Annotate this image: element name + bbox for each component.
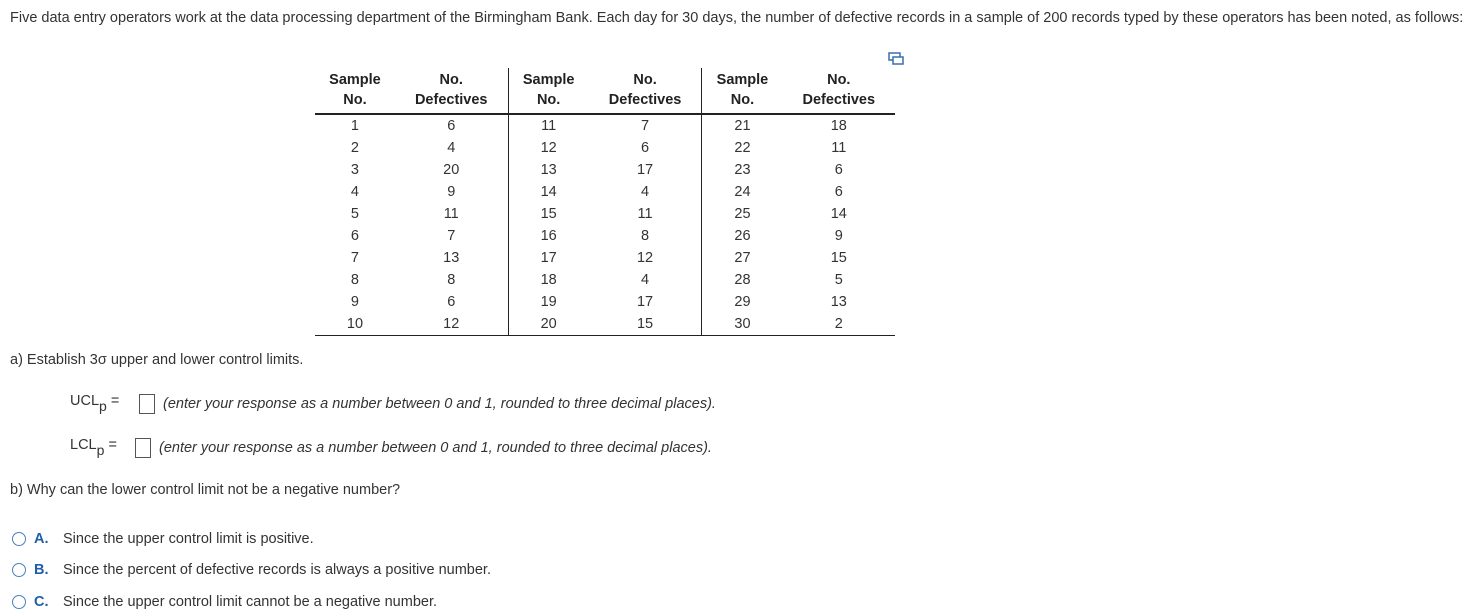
header-defectives-2: No. Defectives bbox=[608, 72, 682, 108]
cell-sample-no: 17 bbox=[508, 247, 589, 269]
problem-intro: Five data entry operators work at the data processing department of the Birmingham Bank. Each day for 30 days, the number of defective records in a sample of 200 records typed by these operators has been noted, as follows: bbox=[10, 10, 1463, 26]
option-c[interactable] bbox=[12, 594, 437, 610]
cell-sample-no: 23 bbox=[702, 159, 783, 181]
header-sample-no-2: Sample No. bbox=[508, 68, 589, 114]
cell-defectives: 17 bbox=[636, 294, 654, 310]
cell-defectives: 13 bbox=[830, 294, 847, 310]
cell-defectives: 9 bbox=[834, 228, 843, 244]
cell-defectives: 6 bbox=[447, 118, 456, 134]
option-a-radio[interactable] bbox=[12, 532, 26, 546]
lcl-hint: (enter your response as a number between 0 and 1, rounded to three decimal places). bbox=[159, 439, 712, 456]
cell-sample-no: 9 bbox=[350, 294, 359, 310]
cell-sample-no: 14 bbox=[508, 181, 589, 203]
cell-sample-no: 15 bbox=[508, 203, 589, 225]
cell-defectives: 11 bbox=[831, 140, 847, 156]
cell-sample-no: 26 bbox=[702, 225, 783, 247]
cell-defectives: 11 bbox=[637, 206, 653, 222]
cell-defectives: 11 bbox=[443, 206, 459, 222]
cell-sample-no: 22 bbox=[702, 137, 783, 159]
cell-defectives: 7 bbox=[447, 228, 456, 244]
table-row bbox=[315, 181, 895, 203]
cell-sample-no: 24 bbox=[702, 181, 783, 203]
cell-defectives: 18 bbox=[830, 118, 847, 134]
cell-sample-no: 20 bbox=[508, 313, 589, 336]
cell-defectives: 12 bbox=[443, 316, 460, 332]
cell-sample-no: 16 bbox=[508, 225, 589, 247]
cell-defectives: 14 bbox=[830, 206, 847, 222]
cell-sample-no: 8 bbox=[350, 272, 359, 288]
cell-sample-no: 2 bbox=[350, 140, 359, 156]
cell-sample-no: 19 bbox=[508, 291, 589, 313]
cell-defectives: 2 bbox=[834, 316, 843, 332]
cell-sample-no: 5 bbox=[350, 206, 359, 222]
cell-defectives: 5 bbox=[834, 272, 843, 288]
header-defectives-1: No. Defectives bbox=[414, 72, 488, 108]
header-defectives-3: No. Defectives bbox=[802, 72, 876, 108]
table-row bbox=[315, 159, 895, 181]
cell-sample-no: 18 bbox=[508, 269, 589, 291]
cell-defectives: 6 bbox=[641, 140, 650, 156]
cell-defectives: 8 bbox=[641, 228, 650, 244]
lcl-label: $LCL_p$ = bbox=[70, 437, 117, 458]
part-b-question: b) Why can the lower control limit not be a negative number? bbox=[10, 482, 401, 498]
table-row bbox=[315, 225, 895, 247]
table-row bbox=[315, 203, 895, 225]
option-c-radio[interactable] bbox=[12, 595, 26, 609]
cell-defectives: 4 bbox=[641, 272, 650, 288]
ucl-row bbox=[70, 393, 716, 414]
cell-sample-no: 10 bbox=[346, 316, 364, 332]
header-sample-no-3: Sample No. bbox=[702, 68, 783, 114]
ucl-label: $UCL_p$ = bbox=[70, 393, 120, 414]
cell-defectives: 6 bbox=[447, 294, 456, 310]
ucl-input[interactable] bbox=[139, 394, 155, 414]
option-a[interactable] bbox=[12, 531, 314, 547]
cell-sample-no: 29 bbox=[702, 291, 783, 313]
cell-defectives: 9 bbox=[447, 184, 456, 200]
table-row bbox=[315, 291, 895, 313]
lcl-input[interactable] bbox=[135, 438, 151, 458]
cell-sample-no: 1 bbox=[350, 118, 359, 134]
lcl-row bbox=[70, 437, 712, 458]
cell-sample-no: 3 bbox=[350, 162, 359, 178]
option-a-letter: A. bbox=[34, 531, 49, 547]
cell-sample-no: 25 bbox=[702, 203, 783, 225]
cell-sample-no: 11 bbox=[508, 114, 589, 137]
defectives-table bbox=[315, 68, 895, 336]
option-b-radio[interactable] bbox=[12, 563, 26, 577]
table-row bbox=[315, 247, 895, 269]
cell-sample-no: 12 bbox=[508, 137, 589, 159]
copy-table-icon[interactable] bbox=[888, 52, 904, 66]
cell-defectives: 7 bbox=[641, 118, 650, 134]
option-b[interactable] bbox=[12, 562, 491, 578]
table-header-row bbox=[315, 68, 895, 114]
option-c-text: Since the upper control limit cannot be a negative number. bbox=[63, 594, 438, 610]
ucl-hint: (enter your response as a number between 0 and 1, rounded to three decimal places). bbox=[163, 395, 716, 412]
cell-sample-no: 4 bbox=[350, 184, 359, 200]
cell-defectives: 4 bbox=[447, 140, 456, 156]
table-row bbox=[315, 137, 895, 159]
cell-sample-no: 28 bbox=[702, 269, 783, 291]
cell-sample-no: 6 bbox=[350, 228, 359, 244]
cell-defectives: 15 bbox=[830, 250, 847, 266]
option-c-letter: C. bbox=[34, 594, 49, 610]
cell-defectives: 17 bbox=[636, 162, 654, 178]
cell-defectives: 4 bbox=[641, 184, 650, 200]
cell-defectives: 12 bbox=[636, 250, 654, 266]
cell-sample-no: 27 bbox=[702, 247, 783, 269]
cell-defectives: 6 bbox=[834, 162, 843, 178]
part-a-question: a) Establish 3σ upper and lower control limits. bbox=[10, 352, 304, 368]
cell-sample-no: 13 bbox=[508, 159, 589, 181]
cell-defectives: 6 bbox=[834, 184, 843, 200]
cell-defectives: 15 bbox=[636, 316, 654, 332]
cell-sample-no: 30 bbox=[702, 313, 783, 336]
cell-defectives: 20 bbox=[443, 162, 460, 178]
table-row bbox=[315, 313, 895, 336]
option-b-letter: B. bbox=[34, 562, 49, 578]
cell-sample-no: 21 bbox=[702, 114, 783, 137]
cell-defectives: 13 bbox=[443, 250, 460, 266]
cell-defectives: 8 bbox=[447, 272, 456, 288]
header-sample-no-1: Sample No. bbox=[329, 72, 381, 108]
option-a-text: Since the upper control limit is positive. bbox=[63, 531, 314, 547]
cell-sample-no: 7 bbox=[350, 250, 359, 266]
option-b-text: Since the percent of defective records is always a positive number. bbox=[63, 562, 491, 578]
table-row bbox=[315, 114, 895, 137]
table-row bbox=[315, 269, 895, 291]
